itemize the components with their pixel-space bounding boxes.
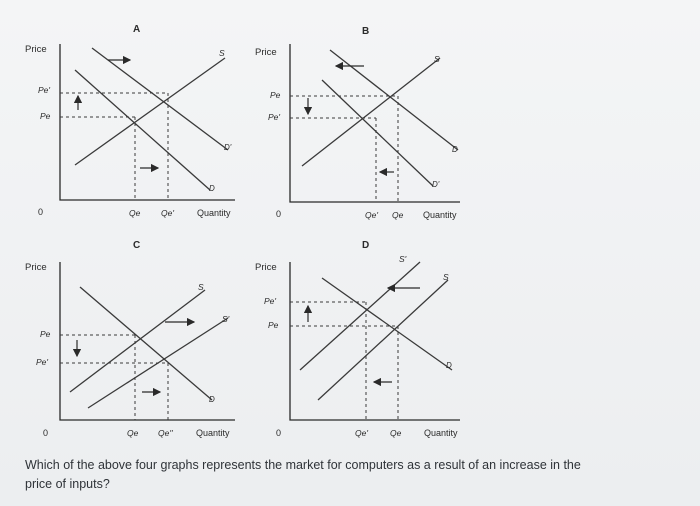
graph-b-letter: B <box>362 26 370 37</box>
graph-b-price-label: Pe <box>270 90 281 100</box>
graph-b-axes <box>290 44 460 202</box>
graph-c-qty-new-label: Qe'' <box>158 428 173 438</box>
graph-a-demand-curve <box>75 70 210 190</box>
graph-b-demand-shifted-label: D' <box>432 180 440 189</box>
graph-d-price-new-label: Pe' <box>264 296 277 306</box>
graph-b-demand-label: D <box>452 145 458 154</box>
graph-d-letter: D <box>362 240 370 251</box>
graph-a-supply-curve <box>75 58 225 165</box>
graph-a-price-new-label: Pe' <box>38 85 51 95</box>
graph-b-qty-new-label: Qe' <box>365 210 378 220</box>
graph-a-demand-curve-shifted <box>92 48 228 150</box>
graph-a-qty-new-label: Qe' <box>161 208 174 218</box>
graph-b-origin: 0 <box>276 209 282 219</box>
graph-d-supply-curve-shifted <box>300 262 420 370</box>
graph-c-letter: C <box>133 240 141 251</box>
graph-c-demand-curve <box>80 287 212 400</box>
graph-d-axes <box>290 262 460 420</box>
graph-a-demand-shifted-label: D' <box>224 143 232 152</box>
graph-a-letter: A <box>133 24 141 35</box>
graph-a-y-label: Price <box>25 44 47 55</box>
graph-a-qty-label: Qe <box>129 208 141 218</box>
graph-c-price-new-label: Pe' <box>36 357 49 367</box>
graph-d-supply-shifted-label: S' <box>399 254 407 264</box>
graph-d-qty-new-label: Qe' <box>355 428 368 438</box>
graph-d-x-label: Quantity <box>424 428 458 438</box>
graph-a-supply-label: S <box>219 48 225 58</box>
graph-d-origin: 0 <box>276 428 282 438</box>
graph-a-price-label: Pe <box>40 111 51 121</box>
graph-d-supply-label: S <box>443 272 449 282</box>
graph-a <box>25 24 235 218</box>
graph-d-qty-label: Qe <box>390 428 402 438</box>
graph-b-y-label: Price <box>255 47 277 58</box>
graph-d-price-label: Pe <box>268 320 279 330</box>
graph-b <box>255 26 460 220</box>
graph-c-origin: 0 <box>43 428 49 438</box>
graph-c-x-label: Quantity <box>196 428 230 438</box>
graph-c <box>25 240 235 438</box>
graph-a-x-label: Quantity <box>197 208 231 218</box>
graph-a-axes <box>60 44 235 200</box>
graph-c-demand-label: D <box>209 395 215 404</box>
graph-b-demand-curve <box>330 50 458 150</box>
graph-c-supply-shifted-label: S' <box>222 314 230 324</box>
graph-b-supply-label: S <box>434 54 440 64</box>
graph-b-x-label: Quantity <box>423 210 457 220</box>
graph-d-y-label: Price <box>255 262 277 273</box>
graph-a-origin: 0 <box>38 207 44 217</box>
graph-a-demand-label: D <box>209 184 215 193</box>
graph-c-price-label: Pe <box>40 329 51 339</box>
graph-c-y-label: Price <box>25 262 47 273</box>
graph-b-supply-curve <box>302 58 440 166</box>
question-text: Which of the above four graphs represents the market for computers as a result of an increase in the price of inputs? <box>25 458 581 491</box>
graph-d-demand-label: D <box>446 361 452 370</box>
graph-c-supply-label: S <box>198 282 204 292</box>
graph-c-qty-label: Qe <box>127 428 139 438</box>
graph-b-qty-label: Qe <box>392 210 404 220</box>
graph-b-price-new-label: Pe' <box>268 112 281 122</box>
graph-d <box>255 240 460 438</box>
